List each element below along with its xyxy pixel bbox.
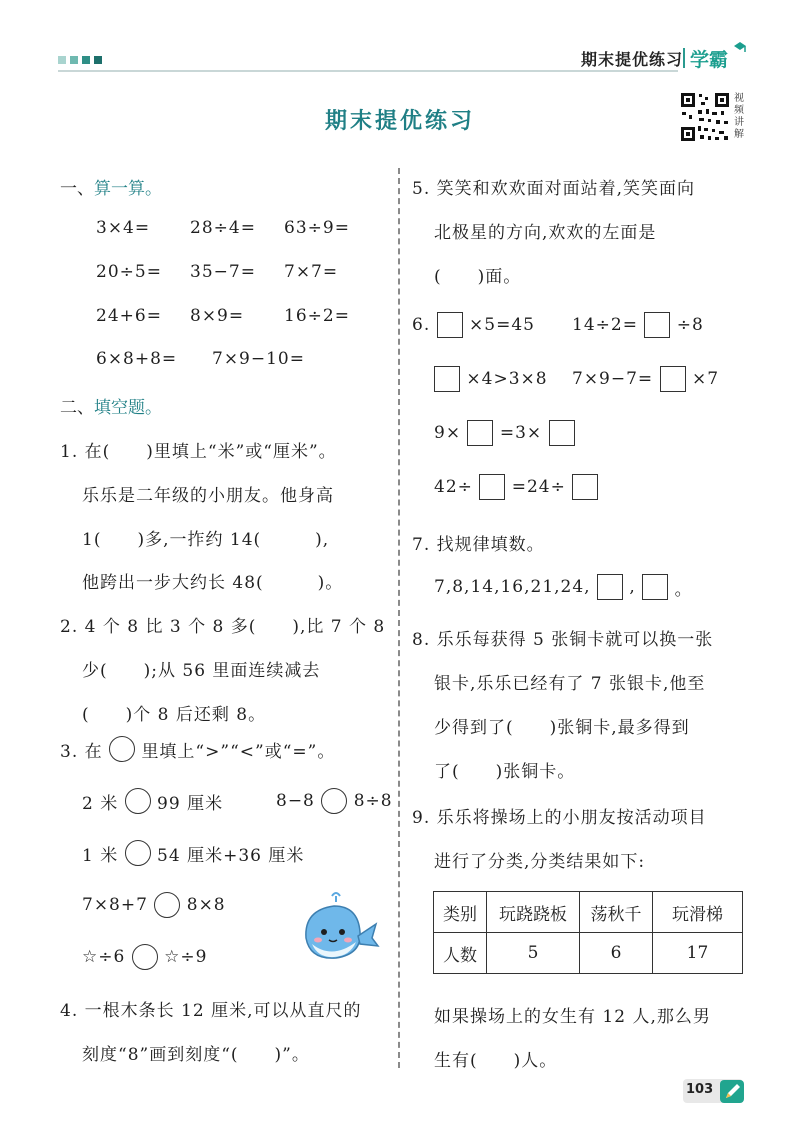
- section-heading-2: [60, 393, 162, 418]
- question-3-line: [60, 736, 335, 762]
- calc-item: 6×8+8=: [96, 349, 178, 369]
- q6-text: ×4>3×8: [466, 369, 548, 389]
- question-4-line: 刻度“8”画到刻度“( )”。: [82, 1045, 310, 1065]
- calc-item: 7×7=: [284, 262, 339, 282]
- page-title: 期末提优练习: [324, 109, 475, 134]
- question-8-line: 了( )张铜卡。: [434, 762, 576, 782]
- question-2-line: 2. 4 个 8 比 3 个 8 多( ),比 7 个 8: [60, 617, 386, 637]
- table-header-row: [434, 892, 743, 933]
- question-7-line: [434, 574, 693, 600]
- answer-box[interactable]: [644, 312, 670, 338]
- qr-label-char: 解: [734, 129, 744, 140]
- question-6-line: [572, 366, 719, 392]
- header-separator: [683, 48, 685, 68]
- calc-item: 3×4=: [96, 218, 151, 238]
- q3-text: 7×8+7: [82, 895, 148, 915]
- calc-item: 20÷5=: [96, 262, 162, 282]
- calc-item: 35−7=: [190, 262, 256, 282]
- q6-text: ÷8: [676, 315, 704, 335]
- question-9-line: 生有( )人。: [434, 1051, 558, 1071]
- question-1-line: 1. 在( )里填上“米”或“厘米”。: [60, 442, 337, 462]
- question-6-line: [434, 366, 548, 392]
- question-9-line: 9. 乐乐将操场上的小朋友按活动项目: [412, 808, 707, 828]
- table-cell: 类别: [434, 892, 487, 933]
- question-2-line: ( )个 8 后还剩 8。: [82, 705, 267, 725]
- question-3-line: [82, 892, 226, 918]
- question-1-line: 1( )多,一拃约 14( ),: [82, 530, 330, 550]
- question-4-line: 4. 一根木条长 12 厘米,可以从直尺的: [60, 1001, 362, 1021]
- answer-box[interactable]: [597, 574, 623, 600]
- question-3-line: [276, 788, 393, 814]
- qr-label-char: 频: [734, 105, 744, 116]
- q3-text: 8÷8: [353, 791, 393, 811]
- q3-text: 2 米: [82, 793, 119, 814]
- q7-sequence: 7,8,14,16,21,24,: [434, 577, 591, 597]
- activity-table: [433, 891, 743, 974]
- q6-text: 7×9−7=: [572, 369, 654, 389]
- answer-circle[interactable]: [109, 736, 135, 762]
- table-cell: 荡秋千: [580, 892, 653, 933]
- q6-text: =24÷: [511, 477, 566, 497]
- question-1-line: 乐乐是二年级的小朋友。他身高: [82, 486, 334, 506]
- answer-circle[interactable]: [154, 892, 180, 918]
- q3-text: 3. 在: [60, 741, 103, 762]
- question-5-line: ( )面。: [434, 267, 522, 287]
- section-number: 一、: [60, 179, 94, 199]
- calc-item: 16÷2=: [284, 306, 350, 326]
- pencil-icon: [719, 1077, 745, 1105]
- question-6-line: [412, 312, 535, 338]
- whale-illustration: [296, 888, 380, 968]
- question-6-line: [434, 420, 575, 446]
- header-decoration: [58, 56, 102, 64]
- q6-text: 9×: [434, 423, 462, 443]
- q7-separator: ,: [629, 577, 636, 597]
- header-rule: [58, 70, 678, 72]
- answer-box[interactable]: [434, 366, 460, 392]
- calc-item: 63÷9=: [284, 218, 350, 238]
- question-6-line: [572, 312, 704, 338]
- section-number: 二、: [60, 398, 94, 418]
- answer-box[interactable]: [479, 474, 505, 500]
- answer-box[interactable]: [467, 420, 493, 446]
- answer-box[interactable]: [549, 420, 575, 446]
- section-heading-1: [60, 174, 162, 199]
- table-row: [434, 933, 743, 974]
- question-2-line: 少( );从 56 里面连续减去: [82, 661, 321, 681]
- q3-text: 8×8: [186, 895, 226, 915]
- header-square: [58, 56, 66, 64]
- answer-box[interactable]: [437, 312, 463, 338]
- calc-item: 8×9=: [190, 306, 245, 326]
- answer-box[interactable]: [660, 366, 686, 392]
- table-cell: 6: [580, 933, 653, 974]
- q3-text: 8−8: [276, 791, 315, 811]
- graduation-cap-icon: [733, 40, 747, 54]
- q6-number: 6.: [412, 315, 431, 335]
- question-8-line: 8. 乐乐每获得 5 张铜卡就可以换一张: [412, 630, 714, 650]
- table-cell: 人数: [434, 933, 487, 974]
- calc-item: 24+6=: [96, 306, 162, 326]
- table-cell: 17: [653, 933, 743, 974]
- question-8-line: 少得到了( )张铜卡,最多得到: [434, 718, 690, 738]
- answer-circle[interactable]: [125, 788, 151, 814]
- question-5-line: 5. 笑笑和欢欢面对面站着,笑笑面向: [412, 179, 696, 199]
- q3-text: 99 厘米: [157, 793, 224, 814]
- calc-item: 28÷4=: [190, 218, 256, 238]
- q3-text: ☆÷6: [82, 947, 126, 967]
- answer-box[interactable]: [642, 574, 668, 600]
- qr-label: [734, 93, 746, 141]
- table-cell: 玩跷跷板: [487, 892, 580, 933]
- question-6-line: [434, 474, 598, 500]
- question-9-line: 进行了分类,分类结果如下:: [434, 852, 646, 872]
- calc-item: 7×9−10=: [212, 349, 305, 369]
- answer-circle[interactable]: [125, 840, 151, 866]
- q6-text: ×5=45: [469, 315, 535, 335]
- q6-text: =3×: [499, 423, 543, 443]
- q6-text: 42÷: [434, 477, 473, 497]
- table-cell: 5: [487, 933, 580, 974]
- question-3-line: [82, 840, 304, 866]
- section-label: 算一算。: [94, 179, 162, 199]
- q3-text: 54 厘米+36 厘米: [157, 845, 305, 866]
- header-title: 期末提优练习: [581, 50, 684, 69]
- header-square: [94, 56, 102, 64]
- section-label: 填空题。: [94, 398, 162, 418]
- q7-end: 。: [674, 579, 693, 600]
- q3-text: 1 米: [82, 845, 119, 866]
- question-8-line: 银卡,乐乐已经有了 7 张银卡,他至: [434, 674, 706, 694]
- question-3-line: [82, 944, 207, 970]
- qr-label-char: 讲: [734, 117, 744, 128]
- question-9-line: 如果操场上的女生有 12 人,那么男: [434, 1007, 711, 1027]
- question-1-line: 他跨出一步大约长 48( )。: [82, 573, 344, 593]
- brand-logo: 学霸: [690, 49, 729, 71]
- table-cell: 玩滑梯: [653, 892, 743, 933]
- q6-text: ×7: [692, 369, 720, 389]
- qr-label-char: 视: [734, 93, 744, 104]
- answer-circle[interactable]: [321, 788, 347, 814]
- question-3-line: [82, 788, 223, 814]
- q6-text: 14÷2=: [572, 315, 638, 335]
- q3-text: 里填上“>”“<”或“=”。: [141, 741, 336, 762]
- answer-box[interactable]: [572, 474, 598, 500]
- column-divider: [398, 168, 400, 1068]
- qr-code-icon[interactable]: [679, 91, 731, 143]
- q3-text: ☆÷9: [164, 947, 208, 967]
- question-7-title: 7. 找规律填数。: [412, 535, 545, 555]
- question-5-line: 北极星的方向,欢欢的左面是: [434, 223, 657, 243]
- header-square: [70, 56, 78, 64]
- answer-circle[interactable]: [132, 944, 158, 970]
- page-number: 103: [686, 1082, 714, 1097]
- header-square: [82, 56, 90, 64]
